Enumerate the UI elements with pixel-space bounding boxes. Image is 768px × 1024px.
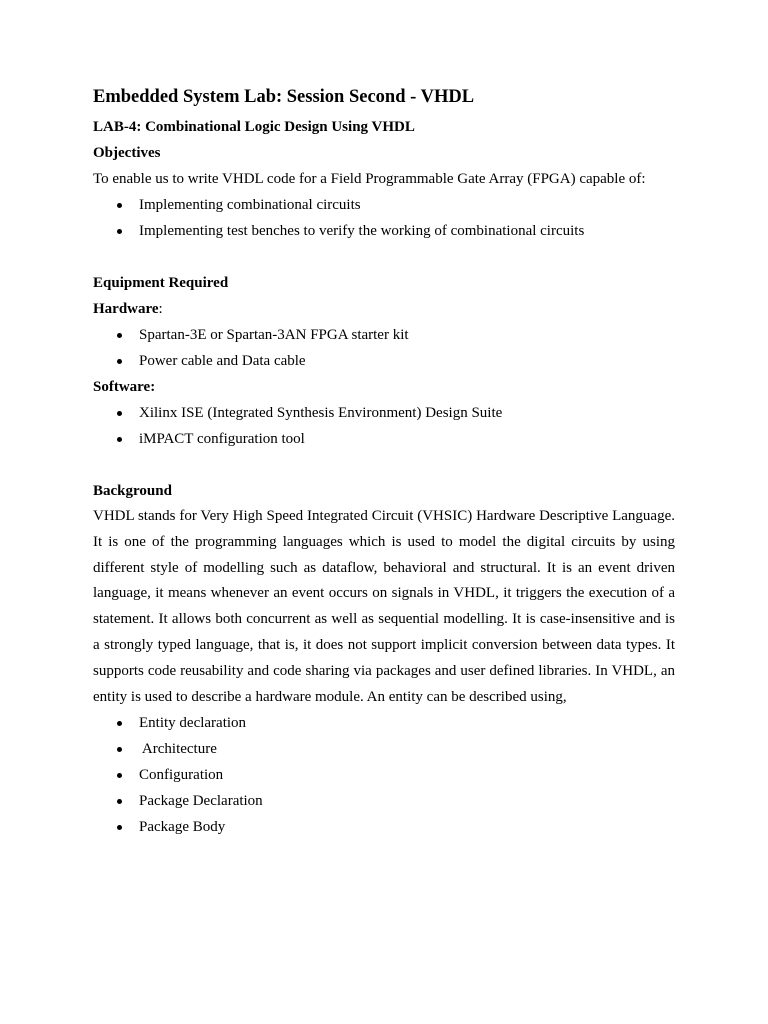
objective-item-text: Implementing combinational circuits <box>139 197 361 213</box>
bullet-icon <box>117 773 122 778</box>
objectives-list <box>93 192 675 244</box>
objectives-heading: Objectives <box>93 145 161 161</box>
background-heading: Background <box>93 483 172 499</box>
background-item-text: Configuration <box>139 767 224 784</box>
background-item-text: Architecture <box>139 741 217 758</box>
hardware-item-text: Spartan-3E or Spartan-3AN FPGA starter kit <box>139 327 409 343</box>
list-item <box>93 348 675 374</box>
bullet-icon <box>117 437 122 442</box>
bullet-icon <box>117 333 122 338</box>
objectives-intro: To enable us to write VHDL code for a Field Programmable Gate Array (FPGA) capable of: <box>93 171 646 187</box>
bullet-icon <box>117 229 122 234</box>
spacer <box>93 452 675 478</box>
objective-item-text: Implementing test benches to verify the working of combinational circuits <box>139 223 585 239</box>
bullet-icon <box>117 411 122 416</box>
bullet-icon <box>117 359 122 364</box>
bullet-icon <box>117 799 122 804</box>
background-list <box>93 710 675 840</box>
list-item <box>93 322 675 348</box>
bullet-icon <box>117 721 122 726</box>
hardware-label-text: Hardware <box>93 301 159 317</box>
list-item <box>93 814 675 840</box>
hardware-list <box>93 322 675 374</box>
list-item <box>93 426 675 452</box>
software-list <box>93 400 675 452</box>
software-label: Software: <box>93 379 156 395</box>
background-paragraph: VHDL stands for Very High Speed Integrated Circuit (VHSIC) Hardware Descriptive Language. It is one of the programming languages which is used to model the digital circuits by using different style of modelling such as dataflow, behavioral and structural. It is an event driven language, it means whenever an event occurs on signals in VHDL, it triggers the execution of a statement. It allows both concurrent as well as sequential modelling. It is case-insensitive and is a strongly typed language, that is, it does not support implicit conversion between data types. It supports code reusability and code sharing via packages and user defined libraries. In VHDL, an entity is used to describe a hardware module. An entity can be described using, <box>93 508 675 705</box>
bullet-icon <box>117 203 122 208</box>
document-title: Embedded System Lab: Session Second - VHDL <box>93 87 475 107</box>
software-item-text: Xilinx ISE (Integrated Synthesis Environment) Design Suite <box>139 405 503 421</box>
background-item-text: Entity declaration <box>139 715 247 732</box>
list-item <box>93 736 675 762</box>
bullet-icon <box>117 825 122 830</box>
lab-heading: LAB-4: Combinational Logic Design Using VHDL <box>93 119 415 135</box>
spacer <box>93 244 675 270</box>
equipment-heading: Equipment Required <box>93 275 229 291</box>
hardware-label-colon: : <box>158 301 163 317</box>
list-item <box>93 710 675 736</box>
list-item <box>93 762 675 788</box>
background-item-text: Package Body <box>139 819 226 836</box>
hardware-label <box>93 296 675 322</box>
list-item <box>93 788 675 814</box>
software-item-text: iMPACT configuration tool <box>139 431 305 447</box>
bullet-icon <box>117 747 122 752</box>
list-item <box>93 192 675 218</box>
background-item-text: Package Declaration <box>139 793 263 810</box>
list-item <box>93 400 675 426</box>
hardware-item-text: Power cable and Data cable <box>139 353 306 369</box>
document-content <box>93 84 675 840</box>
list-item <box>93 218 675 244</box>
